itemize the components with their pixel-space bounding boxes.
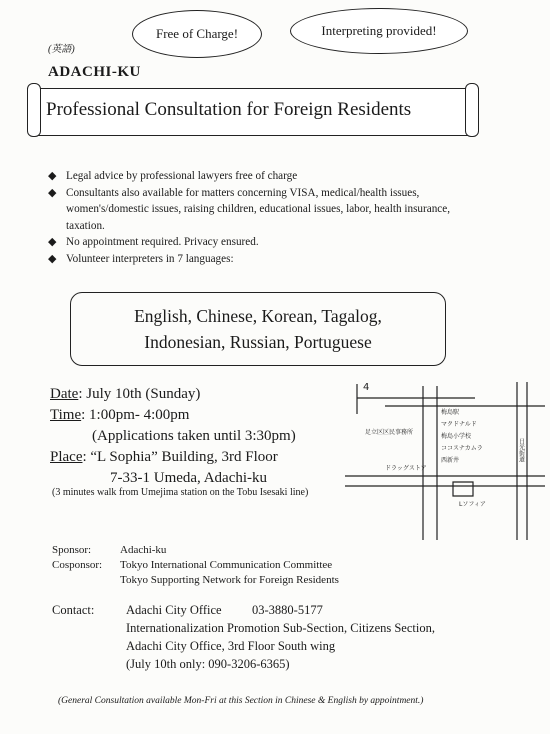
title-banner bbox=[33, 88, 473, 136]
list-item: ◆ Legal advice by professional lawyers free of charge bbox=[48, 168, 488, 185]
interpreting-text: Interpreting provided! bbox=[321, 23, 437, 38]
school-label: 梅島小学校 bbox=[441, 433, 472, 440]
time-value: : 1:00pm- 4:00pm bbox=[81, 407, 190, 423]
interpreting-bubble bbox=[290, 8, 468, 54]
time-label: Time bbox=[50, 407, 82, 423]
languages-box bbox=[70, 292, 446, 366]
bank-label: 西新井 bbox=[441, 457, 460, 464]
sponsor-value: Adachi-ku bbox=[120, 544, 167, 556]
free-of-charge-text: Free of Charge! bbox=[155, 26, 239, 41]
cocostore-label: ココスナカムラ bbox=[441, 445, 483, 452]
sponsor-label: Sponsor: bbox=[52, 544, 92, 556]
left-label: 足立区区民事務所 bbox=[365, 429, 414, 436]
walk-directions: (3 minutes walk from Umejima station on the Tobu Isesaki line) bbox=[52, 487, 309, 498]
time-note: (Applications taken until 3:30pm) bbox=[92, 428, 296, 444]
date-label: Date bbox=[50, 386, 79, 402]
place-row bbox=[50, 447, 278, 468]
contact-phone: 03-3880-5177 bbox=[252, 603, 323, 617]
footer-note: (General Consultation available Mon-Fri at this Section in Chinese & English by appointment.) bbox=[58, 696, 424, 706]
languages-line-1: English, Chinese, Korean, Tagalog, bbox=[134, 306, 382, 326]
service-list bbox=[48, 168, 488, 267]
place-label: Place bbox=[50, 449, 83, 465]
cosponsor-1: Tokyo International Communication Committee bbox=[120, 559, 333, 571]
cosponsor-label: Cosponsor: bbox=[52, 559, 103, 571]
organization-name: ADACHI-KU bbox=[48, 64, 141, 80]
location-map bbox=[345, 378, 545, 540]
date-row bbox=[50, 384, 200, 405]
date-value: : July 10th (Sunday) bbox=[78, 386, 201, 402]
building-outline bbox=[453, 482, 473, 496]
drugstore-label: ドラッグストア bbox=[385, 465, 427, 472]
time-row bbox=[50, 405, 189, 426]
route-4-label: 4 bbox=[363, 382, 370, 393]
contact-office: Adachi City Office bbox=[126, 603, 222, 617]
place-address: 7-33-1 Umeda, Adachi-ku bbox=[110, 470, 268, 486]
languages-line-2: Indonesian, Russian, Portuguese bbox=[144, 332, 372, 352]
contact-label: Contact: bbox=[52, 603, 95, 617]
page-title: Professional Consultation for Foreign Residents bbox=[46, 99, 412, 120]
road-label: 日光街道 bbox=[517, 438, 525, 462]
list-item: ◆ Consultants also available for matters concerning VISA, medical/health issues, women's/domestic issues, raising children, educational issues, labor, health insurance, taxation. bbox=[48, 185, 488, 235]
cosponsor-2: Tokyo Supporting Network for Foreign Residents bbox=[120, 574, 339, 586]
list-item: ◆ Volunteer interpreters in 7 languages: bbox=[48, 251, 488, 268]
building-label: Lソフィア bbox=[459, 501, 486, 508]
contact-location: Adachi City Office, 3rd Floor South wing bbox=[126, 639, 336, 653]
list-item: ◆ No appointment required. Privacy ensured. bbox=[48, 234, 488, 251]
contact-july-phone: (July 10th only: 090-3206-6365) bbox=[126, 657, 290, 671]
station-label: 梅島駅 bbox=[441, 409, 460, 416]
place-value: : “L Sophia” Building, 3rd Floor bbox=[82, 449, 278, 465]
free-of-charge-bubble bbox=[132, 10, 262, 58]
contact-section: Internationalization Promotion Sub-Section, Citizens Section, bbox=[126, 621, 435, 635]
language-tag: (英語) bbox=[48, 44, 75, 55]
mcdonalds-label: マクドナルド bbox=[441, 421, 477, 428]
